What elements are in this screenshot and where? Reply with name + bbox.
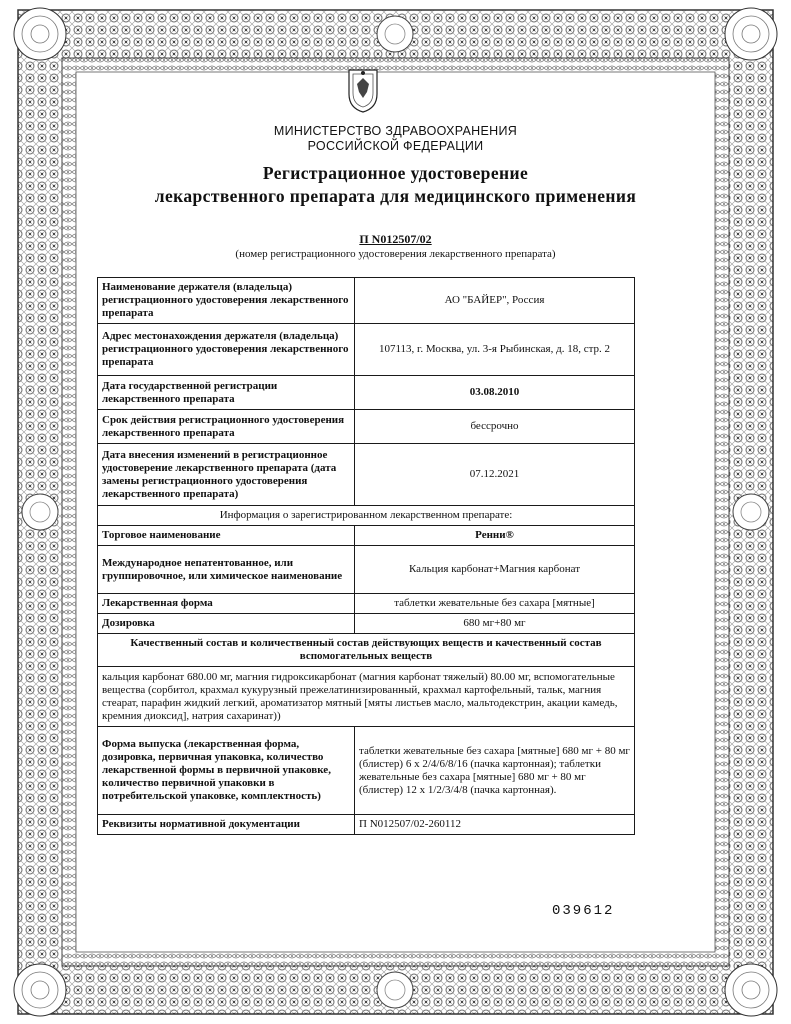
change-date-value: 07.12.2021 xyxy=(355,444,635,506)
table-row xyxy=(98,506,635,526)
composition-heading: Качественный состав и количественный состав действующих веществ и качественный состав вспомогательных веществ xyxy=(98,634,635,667)
registration-number: П N012507/02 xyxy=(359,232,432,246)
release-form-label: Форма выпуска (лекарственная форма, дозировка, первичная упаковка, количество лекарственной формы в первичной упаковке, количество первичной упаковки в потребительской упаковке, комплектность) xyxy=(98,727,355,815)
table-row xyxy=(98,376,635,410)
table-row xyxy=(98,526,635,546)
coat-of-arms-emblem xyxy=(343,64,383,114)
document-title-line1: Регистрационное удостоверение xyxy=(262,163,529,183)
trade-name-label: Торговое наименование xyxy=(98,526,355,546)
registration-number-caption: (номер регистрационного удостоверения лекарственного препарата) xyxy=(235,248,556,260)
table-row xyxy=(98,634,635,667)
serial-number: 039612 xyxy=(552,903,615,919)
table-row xyxy=(98,546,635,594)
table-row xyxy=(98,278,635,324)
normative-doc-value: П N012507/02-260112 xyxy=(355,815,635,835)
normative-doc-label: Реквизиты нормативной документации xyxy=(98,815,355,835)
drug-info-heading: Информация о зарегистрированном лекарственном препарате: xyxy=(98,506,635,526)
table-row xyxy=(98,667,635,727)
table-row xyxy=(98,324,635,376)
table-row xyxy=(98,444,635,506)
holder-name-value: АО "БАЙЕР", Россия xyxy=(355,278,635,324)
document-title-line2: лекарственного препарата для медицинского применения xyxy=(154,186,637,206)
validity-label: Срок действия регистрационного удостоверения лекарственного препарата xyxy=(98,410,355,444)
registration-date-label: Дата государственной регистрации лекарственного препарата xyxy=(98,376,355,410)
table-row xyxy=(98,594,635,614)
ministry-name-line2: РОССИЙСКОЙ ФЕДЕРАЦИИ xyxy=(307,139,484,153)
holder-address-label: Адрес местонахождения держателя (владельца) регистрационного удостоверения лекарственного препарата xyxy=(98,324,355,376)
trade-name-value: Ренни® xyxy=(355,526,635,546)
holder-address-value: 107113, г. Москва, ул. 3-я Рыбинская, д. 18, стр. 2 xyxy=(355,324,635,376)
dosage-value: 680 мг+80 мг xyxy=(355,614,635,634)
change-date-label: Дата внесения изменений в регистрационное удостоверение лекарственного препарата (дата замены регистрационного удостоверения лекарственного препарата) xyxy=(98,444,355,506)
table-row xyxy=(98,410,635,444)
table-row xyxy=(98,614,635,634)
dosage-form-label: Лекарственная форма xyxy=(98,594,355,614)
validity-value: бессрочно xyxy=(355,410,635,444)
inn-label: Международное непатентованное, или группировочное, или химическое наименование xyxy=(98,546,355,594)
composition-text: кальция карбонат 680.00 мг, магния гидроксикарбонат (магния карбонат тяжелый) 80.00 мг, вспомогательные вещества (сорбитол, крахмал кукурузный прежелатинизированный, крахмал картофельный, тальк, магния стеарат, парафин жидкий легкий, ароматизатор мятный [мяты листьев масло, мальтодекстрин, акации камедь, кремния диоксид], натрия сахаринат)) xyxy=(98,667,635,727)
table-row xyxy=(98,815,635,835)
dosage-label: Дозировка xyxy=(98,614,355,634)
certificate-table xyxy=(97,277,635,835)
release-form-value: таблетки жевательные без сахара [мятные] 680 мг + 80 мг (блистер) 6 х 2/4/6/8/16 (пачка картонная); таблетки жевательные без сахара [мятные] 680 мг + 80 мг (блистер) 12 х 1/2/3/4/8 (пачка картонная). xyxy=(355,727,635,815)
dosage-form-value: таблетки жевательные без сахара [мятные] xyxy=(355,594,635,614)
holder-name-label: Наименование держателя (владельца) регистрационного удостоверения лекарственного препарата xyxy=(98,278,355,324)
registration-date-value: 03.08.2010 xyxy=(355,376,635,410)
table-row xyxy=(98,727,635,815)
ministry-name-line1: МИНИСТЕРСТВО ЗДРАВООХРАНЕНИЯ xyxy=(273,124,518,138)
inn-value: Кальция карбонат+Магния карбонат xyxy=(355,546,635,594)
